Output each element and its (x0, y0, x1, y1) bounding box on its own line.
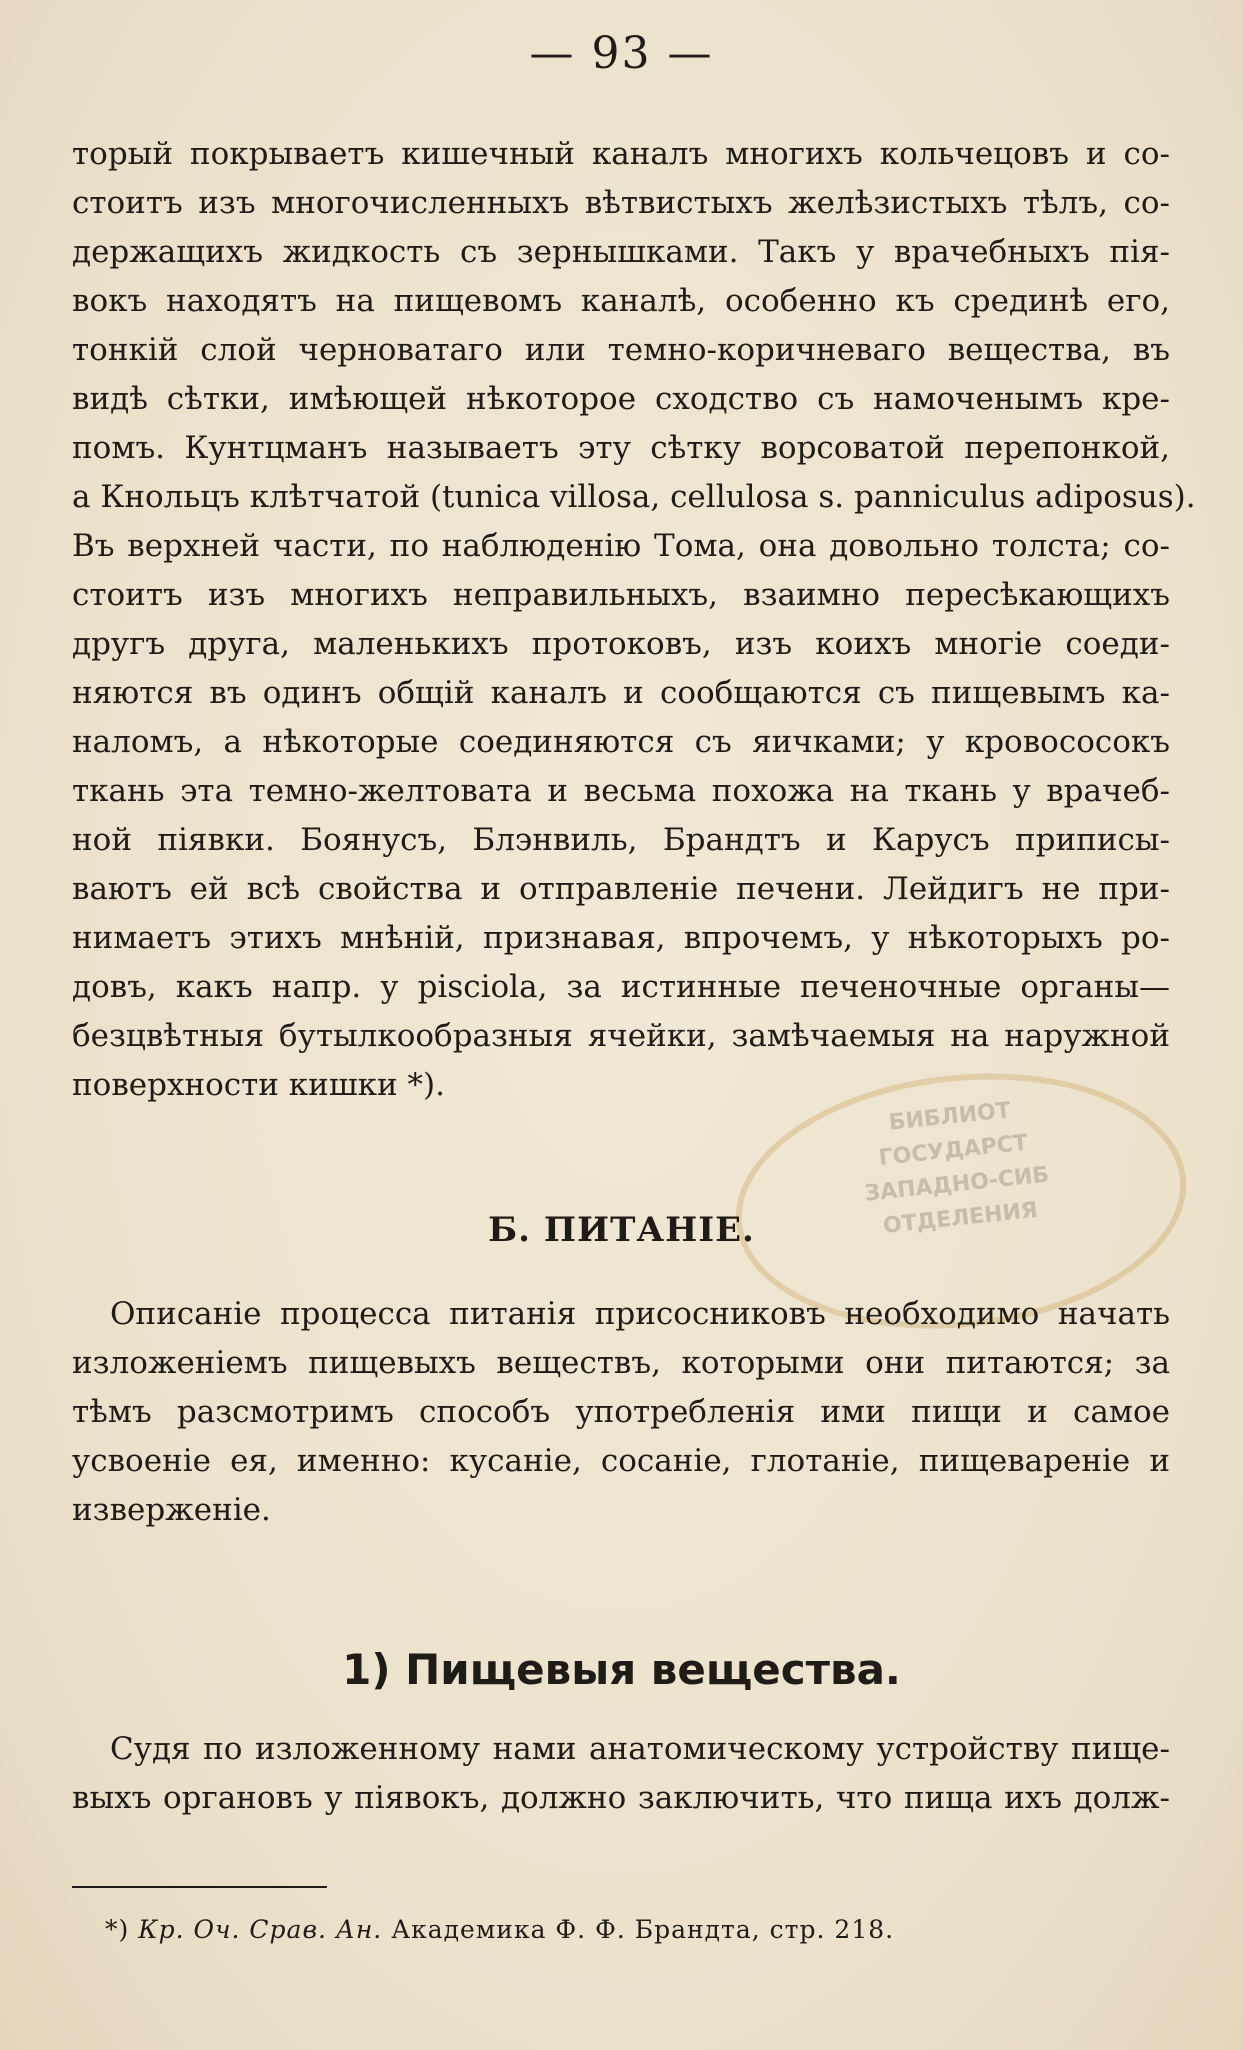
footnote (105, 1915, 1105, 1944)
paragraph-3 (72, 1725, 1170, 1823)
paragraph-1 (72, 130, 1196, 1110)
text-line: стоитъ изъ многихъ неправильныхъ, взаимно пересѣкающихъ (72, 577, 1170, 613)
subsection-title: 1) Пищевыя вещества. (342, 1645, 901, 1694)
text-line: изверженіе. (72, 1492, 271, 1528)
footnote-divider (72, 1886, 327, 1888)
text-line: Въ верхней части, по наблюденію Тома, она довольно толста; со- (72, 528, 1170, 564)
text-line: тонкій слой черноватаго или темно-коричневаго вещества, въ (72, 332, 1170, 368)
text-line: ной піявки. Боянусъ, Блэнвиль, Брандтъ и Карусъ приписы- (72, 822, 1170, 858)
footnote-text: Академика Ф. Ф. Брандта, стр. 218. (391, 1915, 895, 1944)
text-line: видѣ сѣтки, имѣющей нѣкоторое сходство съ намоченымъ кре- (72, 381, 1170, 417)
text-line: держащихъ жидкость съ зернышками. Такъ у врачебныхъ пія- (72, 234, 1170, 270)
text-line: наломъ, а нѣкоторые соединяются съ яичками; у кровососокъ (72, 724, 1170, 760)
text-line: Судя по изложенному нами анатомическому устройству пище- (110, 1731, 1170, 1767)
text-line: довъ, какъ напр. у piscіola, за истинные печеночные органы— (72, 969, 1170, 1005)
paragraph-2 (72, 1290, 1170, 1535)
text-line: стоитъ изъ многочисленныхъ вѣтвистыхъ желѣзистыхъ тѣлъ, со- (72, 185, 1170, 221)
text-line: нимаетъ этихъ мнѣній, признавая, впрочемъ, у нѣкоторыхъ ро- (72, 920, 1170, 956)
text-line: торый покрываетъ кишечный каналъ многихъ кольчецовъ и со- (72, 136, 1170, 172)
text-line: поверхности кишки *). (72, 1067, 445, 1103)
footnote-marker: *) (105, 1915, 130, 1944)
page-number: — 93 — (529, 28, 714, 79)
footnote-source: Кр. Оч. Срав. Ан. (138, 1915, 383, 1944)
text-line: изложеніемъ пищевыхъ веществъ, которыми они питаются; за (72, 1345, 1170, 1381)
text-line: другъ друга, маленькихъ протоковъ, изъ коихъ многіе соеди- (72, 626, 1170, 662)
text-line: тѣмъ разсмотримъ способъ употребленія ими пищи и самое (72, 1394, 1170, 1430)
text-line: безцвѣтныя бутылкообразныя ячейки, замѣчаемыя на наружной (72, 1018, 1170, 1054)
section-title: Б. ПИТАНІЕ. (488, 1210, 755, 1250)
text-line: ткань эта темно-желтовата и весьма похожа на ткань у врачеб- (72, 773, 1170, 809)
text-line: выхъ органовъ у піявокъ, должно заключить, что пища ихъ долж- (72, 1780, 1170, 1816)
text-line: вокъ находятъ на пищевомъ каналѣ, особенно къ срединѣ его, (72, 283, 1170, 319)
library-stamp-text: БИБЛИОТ ГОСУДАРСТ ЗАПАДНО-СИБ ОТДЕЛЕНИЯ (863, 1098, 1051, 1239)
text-line: помъ. Кунтцманъ называетъ эту сѣтку ворсоватой перепонкой, (72, 430, 1170, 466)
text-line: а Кнольцъ клѣтчатой (tunica villosa, cellulosa s. panniculus adiposus). (72, 479, 1196, 515)
text-line: ваютъ ей всѣ свойства и отправленіе печени. Лейдигъ не при- (72, 871, 1170, 907)
text-line: няются въ одинъ общій каналъ и сообщаются съ пищевымъ ка- (72, 675, 1170, 711)
text-line: Описаніе процесса питанія присосниковъ необходимо начать (110, 1296, 1170, 1332)
text-line: усвоеніе ея, именно: кусаніе, сосаніе, глотаніе, пищевареніе и (72, 1443, 1170, 1479)
